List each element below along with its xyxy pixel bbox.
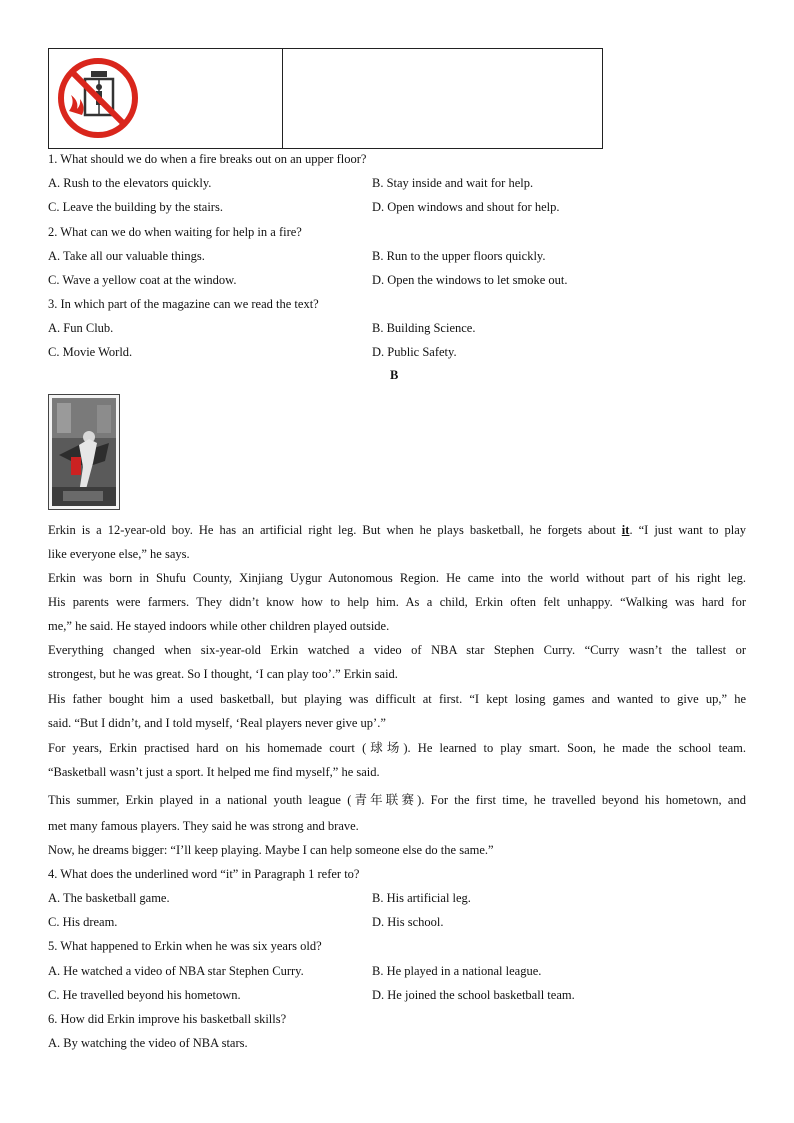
basketball-player-photo bbox=[48, 394, 120, 510]
q4-option-c: C. His dream. bbox=[48, 915, 118, 929]
sign-cell bbox=[49, 49, 283, 148]
q4-option-d: D. His school. bbox=[372, 915, 444, 929]
q5-option-c: C. He travelled beyond his hometown. bbox=[48, 988, 241, 1002]
q1-option-a: A. Rush to the elevators quickly. bbox=[48, 176, 212, 190]
q5-option-b: B. He played in a national league. bbox=[372, 964, 542, 978]
q4-option-b: B. His artificial leg. bbox=[372, 891, 471, 905]
q3-option-d: D. Public Safety. bbox=[372, 345, 457, 359]
q5-option-d: D. He joined the school basketball team. bbox=[372, 988, 575, 1002]
question-2: 2. What can we do when waiting for help in a fire? bbox=[48, 225, 302, 239]
no-elevator-in-fire-icon bbox=[57, 57, 139, 139]
underlined-word: it bbox=[621, 523, 630, 537]
paragraph-2-line-1: Erkin was born in Shufu County, Xinjiang Uygur Autonomous Region. He came into the world without part of his right leg. bbox=[48, 571, 746, 585]
paragraph-2-line-2: His parents were farmers. They didn’t know how to help him. As a child, Erkin often felt unhappy. “Walking was hard for bbox=[48, 595, 746, 609]
q1-option-d: D. Open windows and shout for help. bbox=[372, 200, 560, 214]
q3-option-b: B. Building Science. bbox=[372, 321, 476, 335]
section-b-heading: B bbox=[390, 368, 399, 382]
q1-option-b: B. Stay inside and wait for help. bbox=[372, 176, 534, 190]
paragraph-3-line-2: strongest, but he was great. So I thought, ‘I can play too’.” Erkin said. bbox=[48, 667, 398, 681]
paragraph-1-text-after: . “I just want to play bbox=[629, 523, 746, 537]
question-6: 6. How did Erkin improve his basketball skills? bbox=[48, 1012, 287, 1026]
q1-option-c: C. Leave the building by the stairs. bbox=[48, 200, 223, 214]
paragraph-3-line-1: Everything changed when six-year-old Erkin watched a video of NBA star Stephen Curry. “Curry wasn’t the tallest or bbox=[48, 643, 746, 657]
paragraph-6-line-1: This summer, Erkin played in a national youth league (青年联赛). For the first time, he travelled beyond his hometown, and bbox=[48, 793, 746, 807]
paragraph-1 bbox=[48, 518, 746, 566]
paragraph-6 bbox=[48, 787, 746, 838]
q5-option-a: A. He watched a video of NBA star Stephen Curry. bbox=[48, 964, 304, 978]
q2-option-d: D. Open the windows to let smoke out. bbox=[372, 273, 568, 287]
paragraph-5-line-2: “Basketball wasn’t just a sport. It helped me find myself,” he said. bbox=[48, 765, 380, 779]
basketball-player-photo-image bbox=[49, 395, 119, 509]
question-3: 3. In which part of the magazine can we read the text? bbox=[48, 297, 319, 311]
paragraph-5-line-1: For years, Erkin practised hard on his homemade court (球场). He learned to play smart. Soon, he made the school team. bbox=[48, 741, 746, 755]
q3-option-a: A. Fun Club. bbox=[48, 321, 114, 335]
paragraph-2-line-3: me,” he said. He stayed indoors while other children played outside. bbox=[48, 619, 390, 633]
paragraph-4 bbox=[48, 687, 746, 735]
paragraph-7-line-1: Now, he dreams bigger: “I’ll keep playing. Maybe I can help someone else do the same.” bbox=[48, 843, 494, 857]
paragraph-6-line-2: met many famous players. They said he was strong and brave. bbox=[48, 819, 359, 833]
paragraph-4-line-2: said. “But I didn’t, and I told myself, ‘Real players never give up’.” bbox=[48, 716, 386, 730]
paragraph-1-line-1 bbox=[48, 518, 746, 542]
q3-option-c: C. Movie World. bbox=[48, 345, 133, 359]
paragraph-5 bbox=[48, 736, 746, 784]
question-5: 5. What happened to Erkin when he was six years old? bbox=[48, 939, 322, 953]
q2-option-b: B. Run to the upper floors quickly. bbox=[372, 249, 546, 263]
paragraph-4-line-1: His father bought him a used basketball, but playing was difficult at first. “I kept losing games and wanted to give up,” he bbox=[48, 692, 746, 706]
q6-option-a: A. By watching the video of NBA stars. bbox=[48, 1036, 248, 1050]
paragraph-3 bbox=[48, 638, 746, 686]
question-4: 4. What does the underlined word “it” in Paragraph 1 refer to? bbox=[48, 867, 360, 881]
paragraph-7 bbox=[48, 838, 746, 862]
q2-option-a: A. Take all our valuable things. bbox=[48, 249, 205, 263]
paragraph-1-line-2: like everyone else,” he says. bbox=[48, 547, 190, 561]
paragraph-1-text: Erkin is a 12-year-old boy. He has an artificial right leg. But when he plays basketball, he forgets about bbox=[48, 523, 622, 537]
q2-option-c: C. Wave a yellow coat at the window. bbox=[48, 273, 237, 287]
sign-table bbox=[48, 48, 603, 149]
question-1: 1. What should we do when a fire breaks out on an upper floor? bbox=[48, 152, 367, 166]
paragraph-2 bbox=[48, 566, 746, 638]
q4-option-a: A. The basketball game. bbox=[48, 891, 170, 905]
